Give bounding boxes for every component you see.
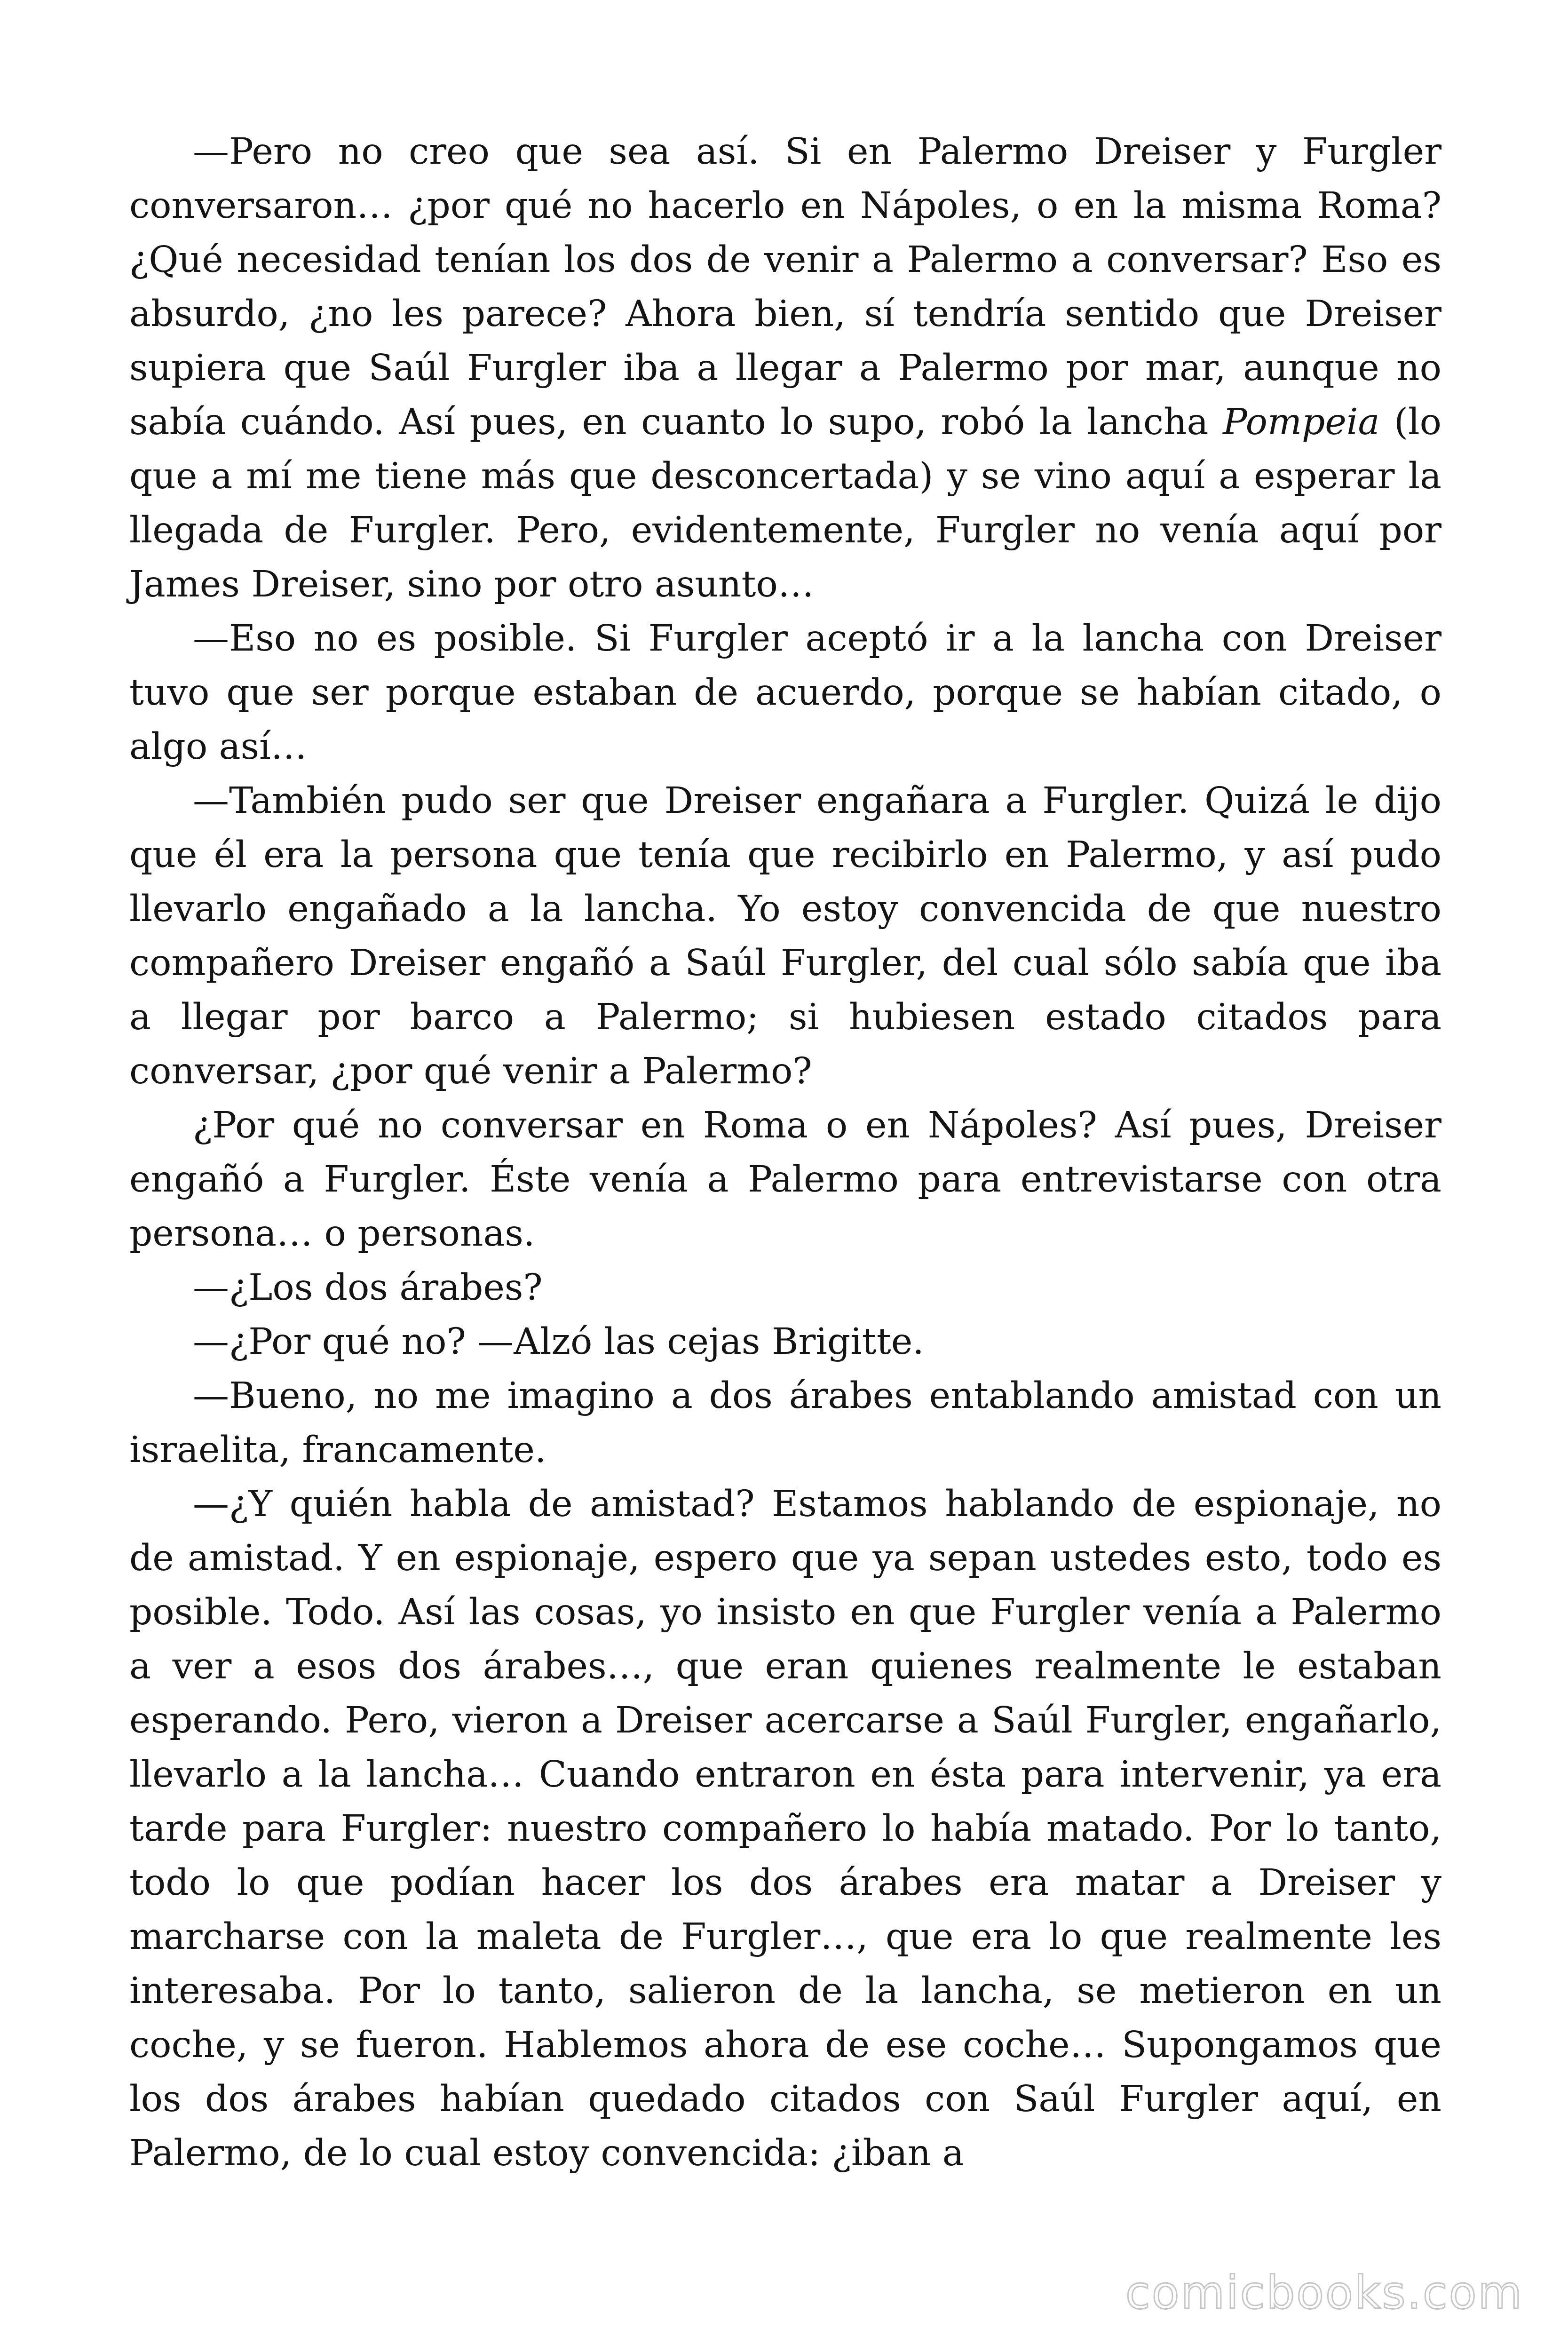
boat-name-italic: Pompeia [1222, 401, 1380, 443]
paragraph-3: —También pudo ser que Dreiser engañara a Furgler. Quizá le dijo que él era la persona que tenía que recibirlo en Palermo, y así pudo llevarlo engañado a la lancha. Yo estoy convencida de que nuestro compañero Dreiser engañó a Saúl Furgler, del cual sólo sabía que iba a llegar por barco a Palermo; si hubiesen estado citados para conversar, ¿por qué venir a Palermo? [129, 780, 1441, 1092]
paragraph-4: ¿Por qué no conversar en Roma o en Nápoles? Así pues, Dreiser engañó a Furgler. Éste venía a Palermo para entrevistarse con otra persona… o personas. [129, 1104, 1441, 1255]
paragraph-2: —Eso no es posible. Si Furgler aceptó ir a la lancha con Dreiser tuvo que ser porque estaban de acuerdo, porque se habían citado, o algo así… [129, 618, 1441, 768]
paragraph-1-text-a: —Pero no creo que sea así. Si en Palermo Dreiser y Furgler conversaron… ¿por qué no hacerlo en Nápoles, o en la misma Roma? ¿Qué necesidad tenían los dos de venir a Palermo a conversar? Eso es absurdo, ¿no les parece? Ahora bien, sí tendría sentido que Dreiser supiera que Saúl Furgler iba a llegar a Palermo por mar, aunque no sabía cuándo. Así pues, en cuanto lo supo, robó la lancha [129, 131, 1441, 443]
paragraph-5: —¿Los dos árabes? [193, 1267, 543, 1309]
site-watermark: comicbooks.com [1125, 2266, 1523, 2319]
paragraph-1 [129, 125, 1441, 612]
book-page [129, 125, 1441, 2180]
paragraph-1-text-b: (lo que a mí me tiene más que desconcertada) y se vino aquí a esperar la llegada de Furgler. Pero, evidentemente, Furgler no venía aquí por James Dreiser, sino por otro asunto… [129, 401, 1441, 605]
paragraph-7: —Bueno, no me imagino a dos árabes entablando amistad con un israelita, francamente. [129, 1375, 1441, 1471]
paragraph-6: —¿Por qué no? —Alzó las cejas Brigitte. [193, 1321, 924, 1363]
paragraph-8: —¿Y quién habla de amistad? Estamos hablando de espionaje, no de amistad. Y en espionaje, espero que ya sepan ustedes esto, todo es posible. Todo. Así las cosas, yo insisto en que Furgler venía a Palermo a ver a esos dos árabes…, que eran quienes realmente le estaban esperando. Pero, vieron a Dreiser acercarse a Saúl Furgler, engañarlo, llevarlo a la lancha… Cuando entraron en ésta para intervenir, ya era tarde para Furgler: nuestro compañero lo había matado. Por lo tanto, todo lo que podían hacer los dos árabes era matar a Dreiser y marcharse con la maleta de Furgler…, que era lo que realmente les interesaba. Por lo tanto, salieron de la lancha, se metieron en un coche, y se fueron. Hablemos ahora de ese coche… Supongamos que los dos árabes habían quedado citados con Saúl Furgler aquí, en Palermo, de lo cual estoy convencida: ¿iban a [129, 1483, 1441, 2174]
